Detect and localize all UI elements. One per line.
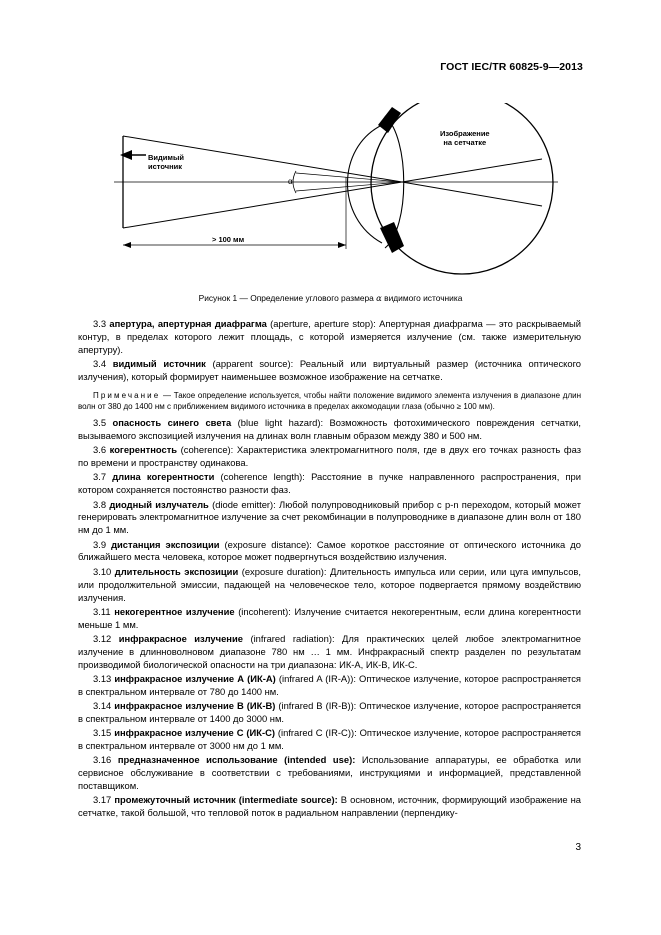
ray-upper-inside xyxy=(402,159,542,182)
iris-upper xyxy=(378,107,401,133)
definition-paragraph: 3.17 промежуточный источник (intermediate source): В основном, источник, формирующий изображение на сетчатке, такой большой, что тепловой поток в радиальном направлении (перпендику- xyxy=(78,794,581,819)
label-retina-image: Изображение на сетчатке xyxy=(440,129,490,147)
page-number: 3 xyxy=(575,842,581,853)
alpha-line-lower xyxy=(296,182,402,191)
definitions-text xyxy=(78,318,581,821)
definition-paragraph: 3.6 когерентность (coherence): Характеристика электромагнитного поля, где в двух его точках разность фаз по времени и пространству одинакова. xyxy=(78,444,581,469)
ray-lower-inside xyxy=(402,182,542,206)
definition-paragraph: 3.15 инфракрасное излучение С (ИК-С) (infrared C (IR-C)): Оптическое излучение, которое распространяется в спектральном интервале от 3000 нм до 1 мм. xyxy=(78,727,581,751)
label-visible-source: Видимый источник xyxy=(148,153,184,171)
definition-paragraph: 3.5 опасность синего света (blue light hazard): Возможность фотохимического повреждения сетчатки, вызываемого экспозицией излучения на длинах волн главным образом между 380 и 500 нм. xyxy=(78,417,581,442)
eye-diagram xyxy=(110,103,560,288)
label-alpha: α xyxy=(288,177,293,186)
definition-paragraph: 3.13 инфракрасное излучение А (ИК-А) (infrared A (IR-A)): Оптическое излучение, которое распространяется в спектральном интервале от 780 до 1400 нм. xyxy=(78,672,582,697)
definition-paragraph: 3.16 предназначенное использование (intended use): Использование аппаратуры, ее обработка или сервисное обслуживание в соответствии с требованиями, инструкциями и информацией, представленной поставщиком. xyxy=(78,754,581,791)
distance-arrow-right xyxy=(338,242,346,248)
definition-paragraph: 3.11 некогерентное излучение (incoherent): Излучение считается некогерентным, если длина когерентности меньше 1 мм. xyxy=(78,605,581,630)
definition-paragraph: 3.3 апертура, апертурная диафрагма (aperture, aperture stop): Апертурная диафрагма — это раскрываемый контур, в пределах которого лежит площадь, с которой измеряется излучение (см. также измерительную апертуру). xyxy=(78,318,582,355)
definition-paragraph: 3.8 диодный излучатель (diode emitter): Любой полупроводниковый прибор с p-n переходом, который может генерировать электромагнитное излучение за счет рекомбинации в полупроводнике в диапазоне длин волн от 180 нм до 1 мм. xyxy=(78,498,581,536)
document-header-code: ГОСТ IEC/TR 60825-9—2013 xyxy=(440,61,583,73)
apparent-source-figure xyxy=(110,103,560,288)
definition-paragraph: 3.14 инфракрасное излучение В (ИК-В) (infrared B (IR-B)): Оптическое излучение, которое распространяется в спектральном интервале от 1400 до 3000 нм. xyxy=(78,699,581,724)
iris-lower xyxy=(380,222,404,253)
definition-paragraph: 3.12 инфракрасное излучение (infrared radiation): Для практических целей любое электромагнитное излучение в длинноволновом диапазоне 780 нм … 1 мм. Инфракрасный спектр разделен по результатам производимой биологической опасности на три диапазона: ИК-А, ИК-В, ИК-С. xyxy=(78,632,582,670)
alpha-line-upper xyxy=(296,173,402,182)
definition-paragraph: 3.4 видимый источник (apparent source): Реальный или виртуальный размер (источника оптического излучения), который формирует наименьшее возможное изображение на сетчатке. xyxy=(78,358,581,382)
ray-lower xyxy=(123,182,402,228)
definition-paragraph: 3.10 длительность экспозиции (exposure duration): Длительность импульса или серии, или цуга импульсов, или продолжительной эмиссии, падающей на человеческое тело, которое подвергается прямому воздействию излучения. xyxy=(78,565,581,603)
distance-arrow-left xyxy=(123,242,131,248)
source-arrow-head xyxy=(120,150,132,160)
label-distance: > 100 мм xyxy=(212,235,245,244)
figure-caption: Рисунок 1 — Определение углового размера α видимого источника xyxy=(198,293,463,303)
definition-paragraph: 3.9 дистанция экспозиции (exposure distance): Самое короткое расстояние от оптического источника до ближайшего места человека, которое может подвергнуться воздействию излучения. xyxy=(78,538,581,563)
definition-paragraph: 3.7 длина когерентности (coherence length): Расстояние в пучке направленного распространения, при котором сохраняется постоянство разности фаз. xyxy=(78,471,581,496)
note-paragraph: Примечание — Такое определение используется, чтобы найти положение видимого элемента излучения в диапазоне длин волн от 380 до 1400 нм с приближением видимого источника в пределах аккомодации глаза (обычно ≥ 100 мм). xyxy=(78,390,581,412)
